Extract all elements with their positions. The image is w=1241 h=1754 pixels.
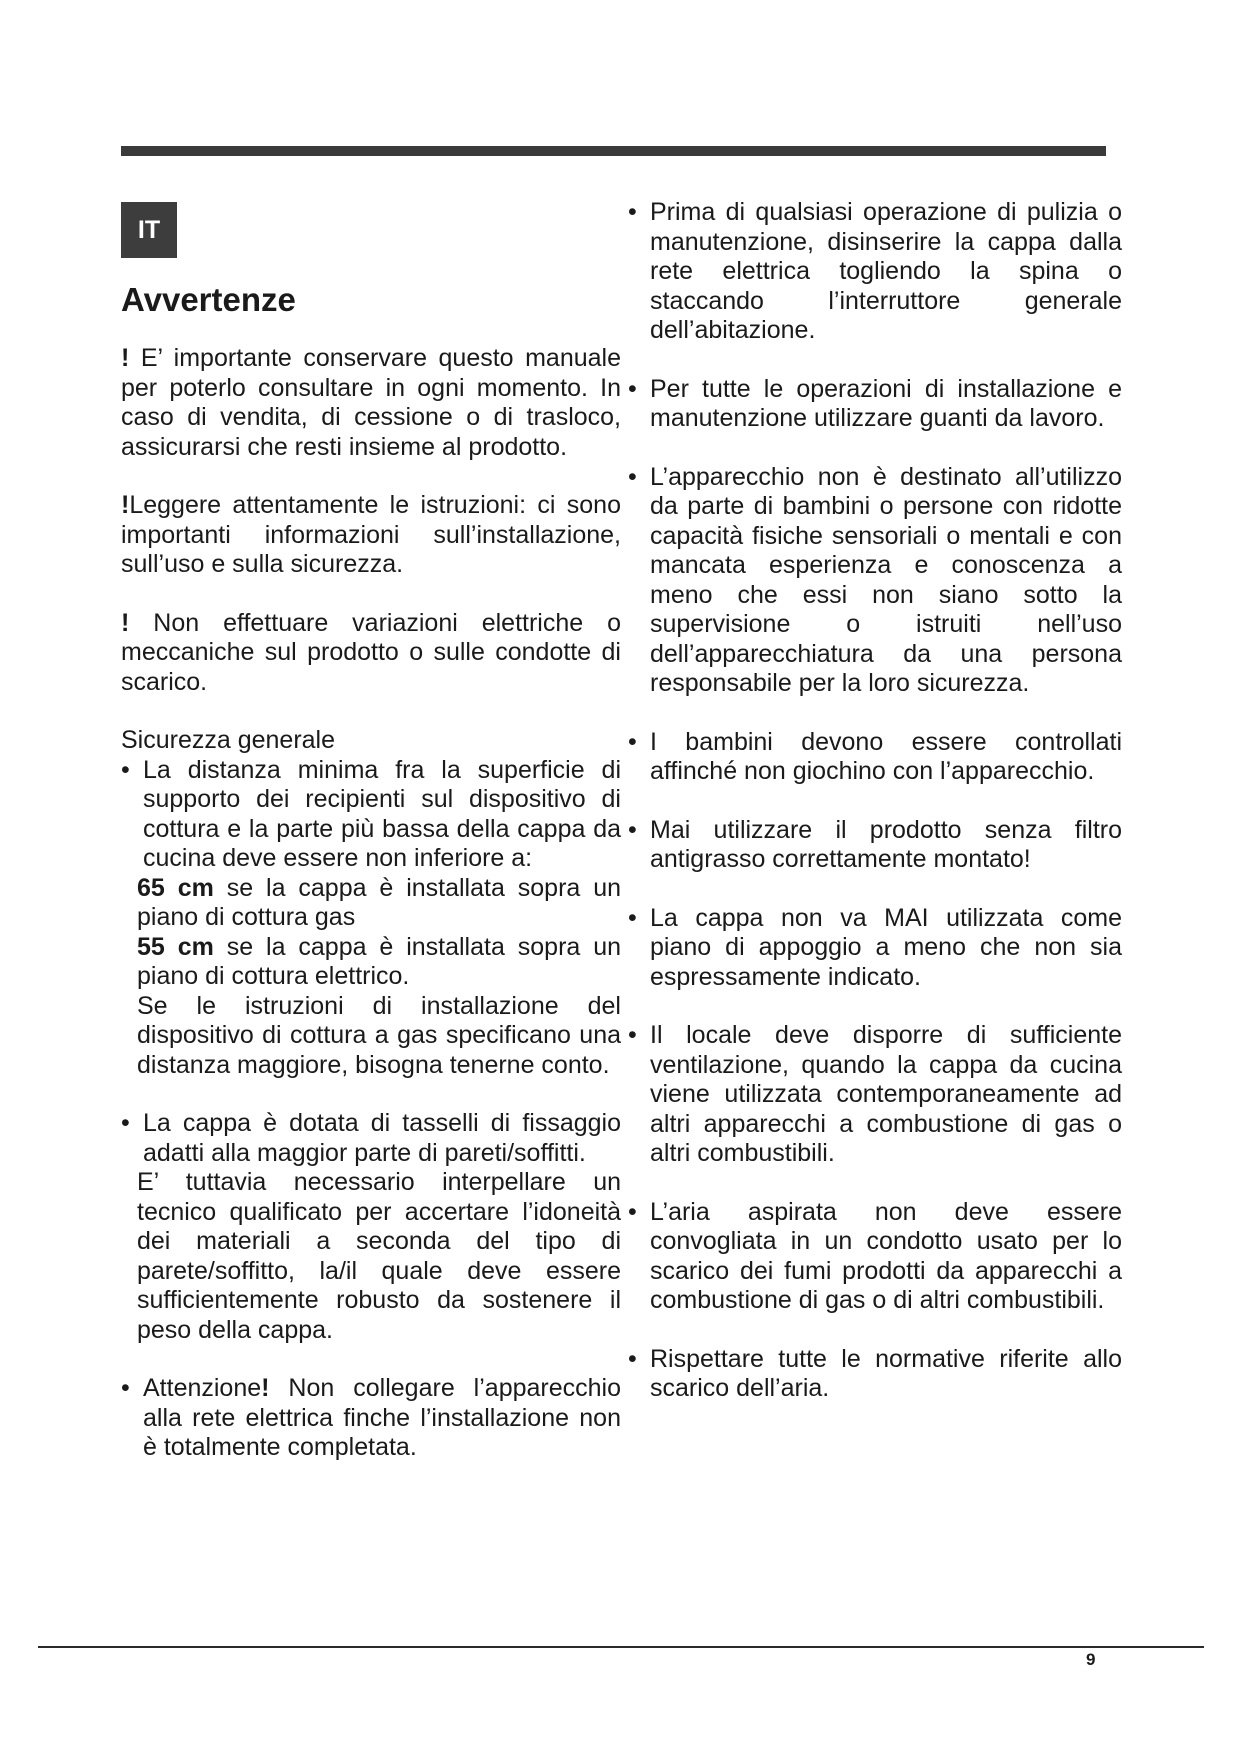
safety-bullet: [628, 1198, 1122, 1316]
attention-text: Non collegare l’apparecchio alla rete elettrica finche l’installazione non è totalmente completata.: [143, 1374, 621, 1461]
right-column: [628, 198, 1122, 1433]
safety-bullet: [628, 198, 1122, 346]
distance-electric-text: se la cappa è installata sopra un piano di cottura elettrico.: [137, 932, 622, 990]
safety-bullet: [628, 375, 1122, 434]
bullet-symbol: •: [628, 727, 637, 756]
bullet-symbol: •: [628, 1197, 637, 1226]
bullet-symbol: •: [628, 1021, 637, 1049]
bullet-symbol: •: [628, 1344, 637, 1373]
attention-mark: !: [261, 1374, 270, 1402]
distance-gas-text: se la cappa è installata sopra un piano di cottura gas: [137, 873, 622, 931]
bullet-symbol: •: [121, 1109, 130, 1137]
safety-bullet-text: Il locale deve disporre di sufficiente ventilazione, quando la cappa da cucina viene utilizzata contemporaneamente ad altri apparecchi a combustione di gas o altri combustibili.: [650, 1021, 1122, 1167]
warning-paragraph: [121, 491, 621, 580]
attention-word: Attenzione: [143, 1374, 262, 1402]
safety-bullet-text: Per tutte le operazioni di installazione e manutenzione utilizzare guanti da lavoro.: [650, 374, 1122, 432]
bullet-symbol: •: [121, 1374, 130, 1402]
footer-rule: [38, 1646, 1204, 1648]
warning-text: E’ importante conservare questo manuale per poterlo consultare in ogni momento. In caso di vendita, di cessione o di trasloco, assicurarsi che resti insieme al prodotto.: [121, 344, 621, 461]
page-title: Avvertenze: [121, 281, 296, 318]
distance-gas: [137, 874, 621, 933]
bullet-symbol: •: [628, 198, 637, 226]
left-column: [121, 280, 621, 1492]
bullet-symbol: •: [628, 815, 637, 844]
bullet-symbol: •: [628, 462, 637, 491]
bullet-symbol: •: [628, 374, 637, 403]
section-title: Sicurezza generale: [121, 726, 336, 754]
safety-bullet-text: La cappa non va MAI utilizzata come piano di appoggio a meno che non sia espressamente indicato.: [650, 903, 1122, 991]
header-rule: [121, 146, 1106, 156]
distance-note: Se le istruzioni di installazione del dispositivo di cottura a gas specificano una distanza maggiore, bisogna tenerne conto.: [137, 991, 621, 1079]
safety-bullet-text: I bambini devono essere controllati affinché non giochino con l’apparecchio.: [650, 727, 1122, 785]
safety-bullet-text: Rispettare tutte le normative riferite allo scarico dell’aria.: [650, 1344, 1122, 1402]
safety-bullet: [628, 728, 1122, 787]
warning-paragraph: [121, 344, 621, 462]
safety-bullet-text: L’aria aspirata non deve essere convogliata in un condotto usato per lo scarico dei fumi prodotti da apparecchi a combustione di gas o di altri combustibili.: [650, 1197, 1122, 1314]
attention-bullet: [121, 1374, 621, 1463]
bullet-symbol: •: [121, 755, 130, 784]
safety-bullet: [628, 904, 1122, 993]
safety-bullet: [628, 463, 1122, 699]
fixing-text: La cappa è dotata di tasselli di fissaggio adatti alla maggior parte di pareti/soffitti.: [143, 1109, 621, 1167]
safety-bullet-text: L’apparecchio non è destinato all’utilizzo da parte di bambini o persone con ridotte capacità fisiche sensoriali o mentali e con mancata esperienza e conoscenza a meno che essi non siano sotto la supervisione o istruiti nell’uso dell’apparecchiatura da una persona responsabile per la loro sicurezza.: [650, 462, 1122, 697]
warning-text: Leggere attentamente le istruzioni: ci sono importanti informazioni sull’installazione, sull’uso e sulla sicurezza.: [121, 491, 621, 578]
warning-text: Non effettuare variazioni elettriche o meccaniche sul prodotto o sulle condotte di scarico.: [121, 608, 621, 696]
distance-gas-value: 65 cm: [137, 873, 214, 902]
bullet-symbol: •: [628, 903, 637, 932]
warning-mark: !: [121, 344, 130, 372]
warning-paragraph: [121, 609, 621, 698]
safety-bullet-text: Mai utilizzare il prodotto senza filtro antigrasso correttamente montato!: [650, 815, 1122, 873]
language-badge: IT: [121, 202, 177, 258]
distance-electric: [137, 933, 621, 992]
distance-electric-value: 55 cm: [137, 932, 214, 961]
warning-mark: !: [121, 608, 130, 637]
safety-bullet: [628, 1345, 1122, 1404]
fixing-note: E’ tuttavia necessario interpellare un tecnico qualificato per accertare l’idoneità dei materiali a seconda del tipo di parete/soffitto, la/il quale deve essere sufficientemente robusto da sostenere il peso della cappa.: [137, 1168, 621, 1344]
safety-bullet: [628, 1021, 1122, 1169]
distance-bullet: [121, 756, 621, 1081]
safety-bullet: [628, 816, 1122, 875]
page-number: 9: [1086, 1650, 1096, 1669]
safety-bullet-text: Prima di qualsiasi operazione di pulizia o manutenzione, disinserire la cappa dalla rete elettrica togliendo la spina o staccando l’interruttore generale dell’abitazione.: [650, 198, 1122, 344]
distance-intro: La distanza minima fra la superficie di supporto dei recipienti sul dispositivo di cottura e la parte più bassa della cappa da cucina deve essere non inferiore a:: [143, 755, 621, 872]
fixing-bullet: [121, 1109, 621, 1345]
warning-mark: !: [121, 491, 130, 519]
